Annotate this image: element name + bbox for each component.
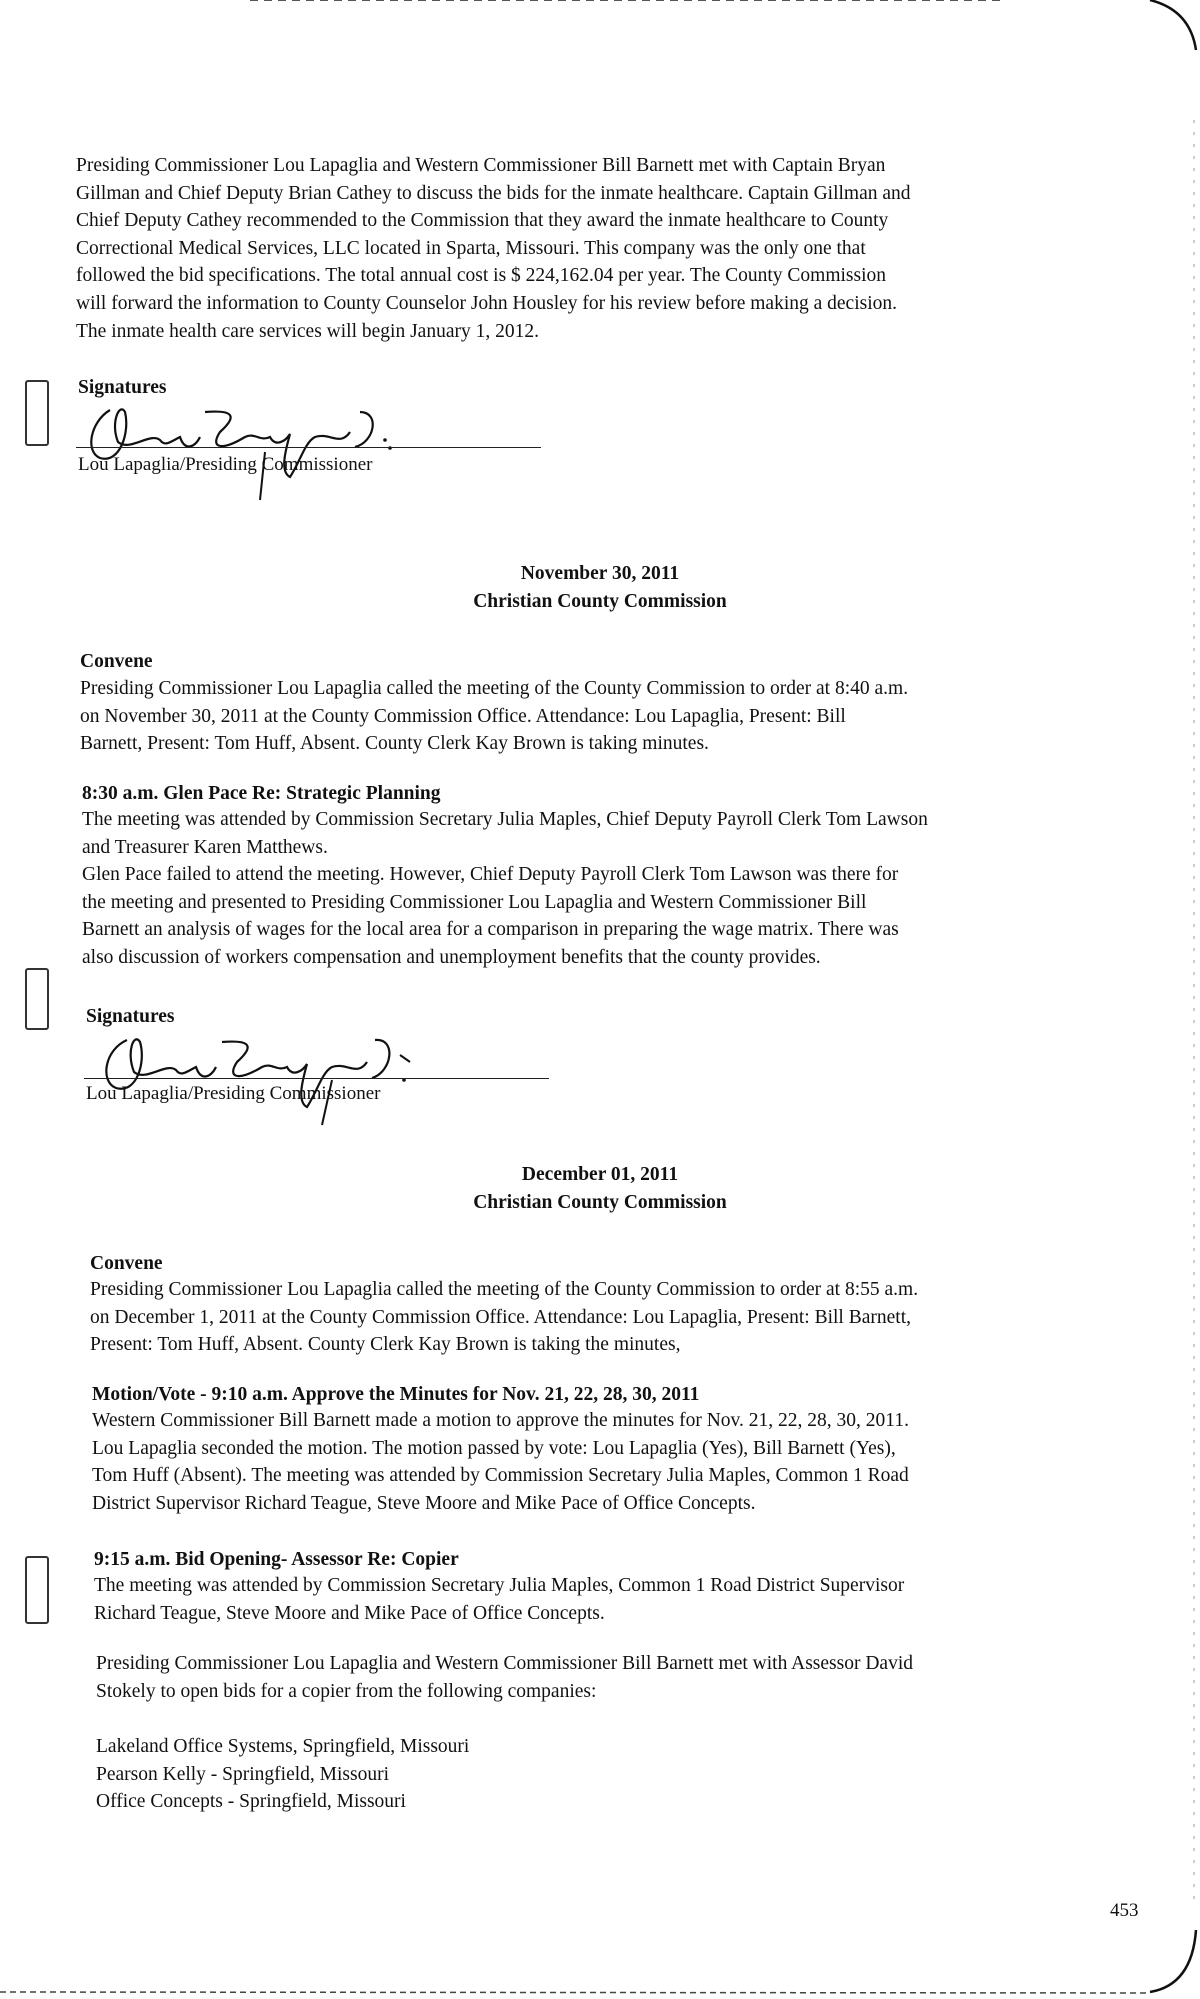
signatures-heading: Signatures [86,1006,175,1027]
section-heading: 8:30 a.m. Glen Pace Re: Strategic Planning [82,783,441,804]
meeting-title: Christian County Commission [473,591,727,612]
handwritten-signature [82,1020,442,1130]
meeting-date: December 01, 2011 [521,1164,679,1185]
list-item: Office Concepts - Springfield, Missouri [96,1791,406,1813]
text-line: will forward the information to County Counselor John Housley for his review before making a decision. [76,292,897,314]
section-heading: Convene [80,651,153,672]
signer-name: Lou Lapaglia/Presiding Commissioner [78,454,373,475]
text-line: Barnett an analysis of wages for the local area for a comparison in preparing the wage matrix. There was [82,919,899,941]
text-line: Gillman and Chief Deputy Brian Cathey to discuss the bids for the inmate healthcare. Captain Gillman and [76,182,911,204]
bid-paragraph [94,1572,1154,1627]
text-line: Presiding Commissioner Lou Lapaglia called the meeting of the County Commission to order at 8:40 a.m. [80,678,909,699]
text-line: Barnett, Present: Tom Huff, Absent. County Clerk Kay Brown is taking minutes. [80,733,709,755]
text-line: Richard Teague, Steve Moore and Mike Pace of Office Concepts. [94,1602,605,1624]
bid-paragraph [96,1650,1156,1705]
page-number: 453 [1110,1900,1139,1921]
text-line: on November 30, 2011 at the County Commission Office. Attendance: Lou Lapaglia, Present: Bill [80,705,846,727]
text-line: Lou Lapaglia seconded the motion. The motion passed by vote: Lou Lapaglia (Yes), Bill Barnett (Yes), [92,1437,896,1459]
text-line: Presiding Commissioner Lou Lapaglia and Western Commissioner Bill Barnett met with Assessor David [96,1653,913,1674]
text-line: the meeting and presented to Presiding Commissioner Lou Lapaglia and Western Commissioner Bill [82,891,867,913]
meeting-title: Christian County Commission [473,1192,727,1213]
signer-name: Lou Lapaglia/Presiding Commissioner [86,1083,381,1104]
list-item: Lakeland Office Systems, Springfield, Missouri [96,1736,470,1757]
text-line: Stokely to open bids for a copier from the following companies: [96,1680,597,1702]
intro-paragraph [76,152,1136,345]
text-line: Presiding Commissioner Lou Lapaglia called the meeting of the County Commission to order at 8:55 a.m. [90,1279,919,1300]
signature-line [76,447,541,448]
signatures-heading: Signatures [78,377,167,398]
text-line: Western Commissioner Bill Barnett made a motion to approve the minutes for Nov. 21, 22, 28, 30, 2011. [92,1410,909,1431]
section-heading: 9:15 a.m. Bid Opening- Assessor Re: Copier [94,1549,459,1570]
text-line: Glen Pace failed to attend the meeting. However, Chief Deputy Payroll Clerk Tom Lawson was there for [82,864,899,886]
text-line: also discussion of workers compensation and unemployment benefits that the county provides. [82,946,821,968]
margin-bracket [25,1556,49,1624]
section-heading: Convene [90,1253,163,1274]
section-heading: Motion/Vote - 9:10 a.m. Approve the Minutes for Nov. 21, 22, 28, 30, 2011 [92,1384,700,1405]
text-line: followed the bid specifications. The total annual cost is $ 224,162.04 per year. The County Commission [76,265,887,287]
text-line: on December 1, 2011 at the County Commission Office. Attendance: Lou Lapaglia, Present: Bill Barnett, [90,1306,911,1328]
motion-paragraph [92,1407,1152,1517]
text-line: Presiding Commissioner Lou Lapaglia and Western Commissioner Bill Barnett met with Captain Bryan [76,155,886,176]
text-line: District Supervisor Richard Teague, Steve Moore and Mike Pace of Office Concepts. [92,1492,756,1514]
text-line: The inmate health care services will begin January 1, 2012. [76,320,539,342]
signature-line [84,1078,549,1079]
text-line: The meeting was attended by Commission Secretary Julia Maples, Chief Deputy Payroll Clerk Tom Lawson [82,809,928,830]
text-line: Present: Tom Huff, Absent. County Clerk Kay Brown is taking the minutes, [90,1334,681,1356]
margin-bracket [25,380,49,446]
margin-bracket [25,968,49,1030]
meeting-date: November 30, 2011 [520,563,680,584]
planning-paragraph [82,806,1142,972]
text-line: Chief Deputy Cathey recommended to the Commission that they award the inmate healthcare to County [76,210,889,232]
text-line: and Treasurer Karen Matthews. [82,836,328,858]
text-line: Correctional Medical Services, LLC located in Sparta, Missouri. This company was the only one that [76,237,866,259]
convene-paragraph [90,1276,1150,1359]
convene-paragraph [80,675,1140,758]
company-list [96,1733,1156,1816]
list-item: Pearson Kelly - Springfield, Missouri [96,1763,390,1785]
text-line: Tom Huff (Absent). The meeting was attended by Commission Secretary Julia Maples, Common 1 Road [92,1465,909,1487]
text-line: The meeting was attended by Commission Secretary Julia Maples, Common 1 Road District Supervisor [94,1575,905,1596]
